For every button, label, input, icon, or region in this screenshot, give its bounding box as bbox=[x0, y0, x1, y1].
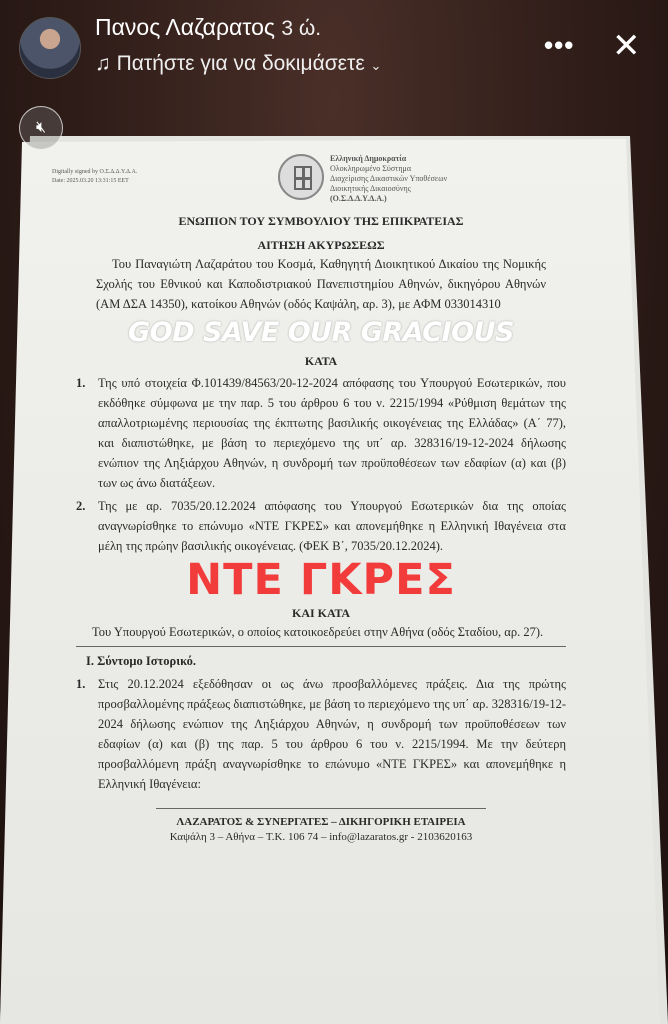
mute-button[interactable] bbox=[19, 106, 63, 150]
greek-coat-of-arms-icon bbox=[278, 154, 324, 200]
history-paragraph: Στις 20.12.2024 εξεδόθησαν οι ως άνω προσβαλλόμενες πράξεις. Δια της πρώτης προσβαλλομένης πράξεως διαπιστώθηκε, με βάση το περιεχόμενο της υπ΄ αρ. 328316/19-12-2024 δήλωσης ενώπιον της Ληξιάρχου Αθηνών, η συνδρομή των προϋποθέσεων των εδαφίων (α) και (β) της παρ. 5 του άρθρου 6 του ν. 2215/1994. Με την δεύτερη προσβαλλόμενη πράξη αναγνωρίσθηκε το επώνυμο «ΝΤΕ ΓΚΡΕΣ» και απονεμήθηκε η Ελληνική Ιθαγένεια: bbox=[98, 677, 566, 791]
history-item bbox=[76, 674, 566, 794]
list-item-text: Της με αρ. 7035/20.12.2024 απόφασης του Υπουργού Εσωτερικών δια της οποίας αναγνωρίσθηκε το επώνυμο «ΝΤΕ ΓΚΡΕΣ» και απονεμήθηκε η Ελληνική Ιθαγένεια στα μέλη της πρώην βασιλικής οικογένειας. (ΦΕΚ Β΄, 7035/20.12.2024). bbox=[98, 499, 566, 553]
document-letterhead bbox=[52, 150, 566, 212]
music-button[interactable] bbox=[95, 52, 381, 76]
close-icon[interactable]: ✕ bbox=[612, 27, 641, 65]
section-heading: Ι. Σύντομο Ιστορικό. bbox=[86, 654, 197, 668]
item-number: 1. bbox=[76, 677, 86, 691]
divider bbox=[76, 646, 566, 647]
authority-line: Ελληνική Δημοκρατία bbox=[330, 154, 407, 163]
footer-firm: ΛΑΖΑΡΑΤΟΣ & ΣΥΝΕΡΓΑΤΕΣ – ΔΙΚΗΓΟΡΙΚΗ ΕΤΑΙΡΕΙΑ bbox=[176, 816, 466, 828]
story-header bbox=[0, 0, 668, 100]
authority-line: Ολοκληρωμένο Σύστημα bbox=[330, 164, 412, 173]
authority-line: (Ο.Σ.Δ.Δ.Υ.Δ.Α.) bbox=[330, 194, 387, 203]
digital-signature bbox=[52, 168, 137, 186]
avatar[interactable] bbox=[19, 17, 81, 79]
story-sticker-text: ΝΤΕ ΓΚΡΕΣ bbox=[186, 555, 456, 605]
authority-block bbox=[330, 154, 447, 204]
authority-line: Διοικητικής Δικαιοσύνης bbox=[330, 184, 411, 193]
kai-kata-heading: ΚΑΙ ΚΑΤΑ bbox=[291, 606, 350, 620]
document-content bbox=[52, 150, 566, 845]
author-name[interactable]: Πανος Λαζαρατος bbox=[95, 14, 275, 40]
mute-icon: 🔇︎ bbox=[35, 119, 47, 136]
signature-date: Date: 2025.03.20 13:31:15 EET bbox=[52, 178, 129, 184]
list-item bbox=[76, 373, 566, 493]
more-icon[interactable]: ••• bbox=[544, 30, 575, 60]
signature-line: Digitally signed by Ο.Σ.Δ.Δ.Υ.Δ.Α. bbox=[52, 169, 138, 175]
document-title: ΑΙΤΗΣΗ ΑΚΥΡΩΣΕΩΣ bbox=[257, 238, 385, 252]
footer-address: Καψάλη 3 – Αθήνα – Τ.Κ. 106 74 – info@lazaratos.gr - 2103620163 bbox=[169, 831, 473, 843]
story-caption-text: GOD SAVE OUR GRACIOUS bbox=[128, 317, 514, 348]
respondent-paragraph: Του Υπουργού Εσωτερικών, ο οποίος κατοικοεδρεύει στην Αθήνα (οδός Σταδίου, αρ. 27). bbox=[92, 625, 544, 639]
music-label: Πατήστε για να δοκιμάσετε bbox=[116, 52, 365, 75]
author-line[interactable] bbox=[95, 14, 321, 41]
list-item-text: Της υπό στοιχεία Φ.101439/84563/20-12-2024 απόφασης του Υπουργού Εσωτερικών, που εκδόθηκε σύμφωνα με την παρ. 5 του άρθρου 6 του ν. 2215/1994 «Ρύθμιση θεμάτων της απαλλοτριωμένης περιουσίας της έκπτωτης βασιλικής οικογένειας της Ελλάδας» (Α΄ 77), και διαπιστώθηκε, με βάση το περιεχόμενο της υπ΄ αρ. 328316/19-12-2024 δήλωσης ενώπιον της Ληξιάρχου Αθηνών, η συνδρομή των προϋποθέσεων των εδαφίων (α) και (β) των ως άνω διατάξεων. bbox=[98, 376, 566, 490]
footer-divider bbox=[156, 808, 486, 809]
authority-line: Διαχείρισης Δικαστικών Υποθέσεων bbox=[330, 174, 448, 183]
music-note-icon: ♫ bbox=[95, 52, 111, 75]
kata-heading: ΚΑΤΑ bbox=[304, 354, 338, 368]
list-item bbox=[76, 496, 566, 556]
post-time: 3 ώ. bbox=[281, 17, 322, 40]
chevron-down-icon: ⌄ bbox=[370, 58, 382, 73]
court-heading: ΕΝΩΠΙΟΝ ΤΟΥ ΣΥΜΒΟΥΛΙΟΥ ΤΗΣ ΕΠΙΚΡΑΤΕΙΑΣ bbox=[178, 214, 464, 228]
petitioner-paragraph: Του Παναγιώτη Λαζαράτου του Κοσμά, Καθηγητή Διοικητικού Δικαίου της Νομικής Σχολής του Εθνικού και Καποδιστριακού Πανεπιστημίου Αθηνών, δικηγόρου Αθηνών (ΑΜ ΔΣΑ 14350), κατοίκου Αθηνών (οδός Καψάλη, αρ. 3), με ΑΦΜ 033014310 bbox=[96, 257, 546, 311]
item-number: 2. bbox=[76, 499, 86, 513]
item-number: 1. bbox=[76, 376, 86, 390]
